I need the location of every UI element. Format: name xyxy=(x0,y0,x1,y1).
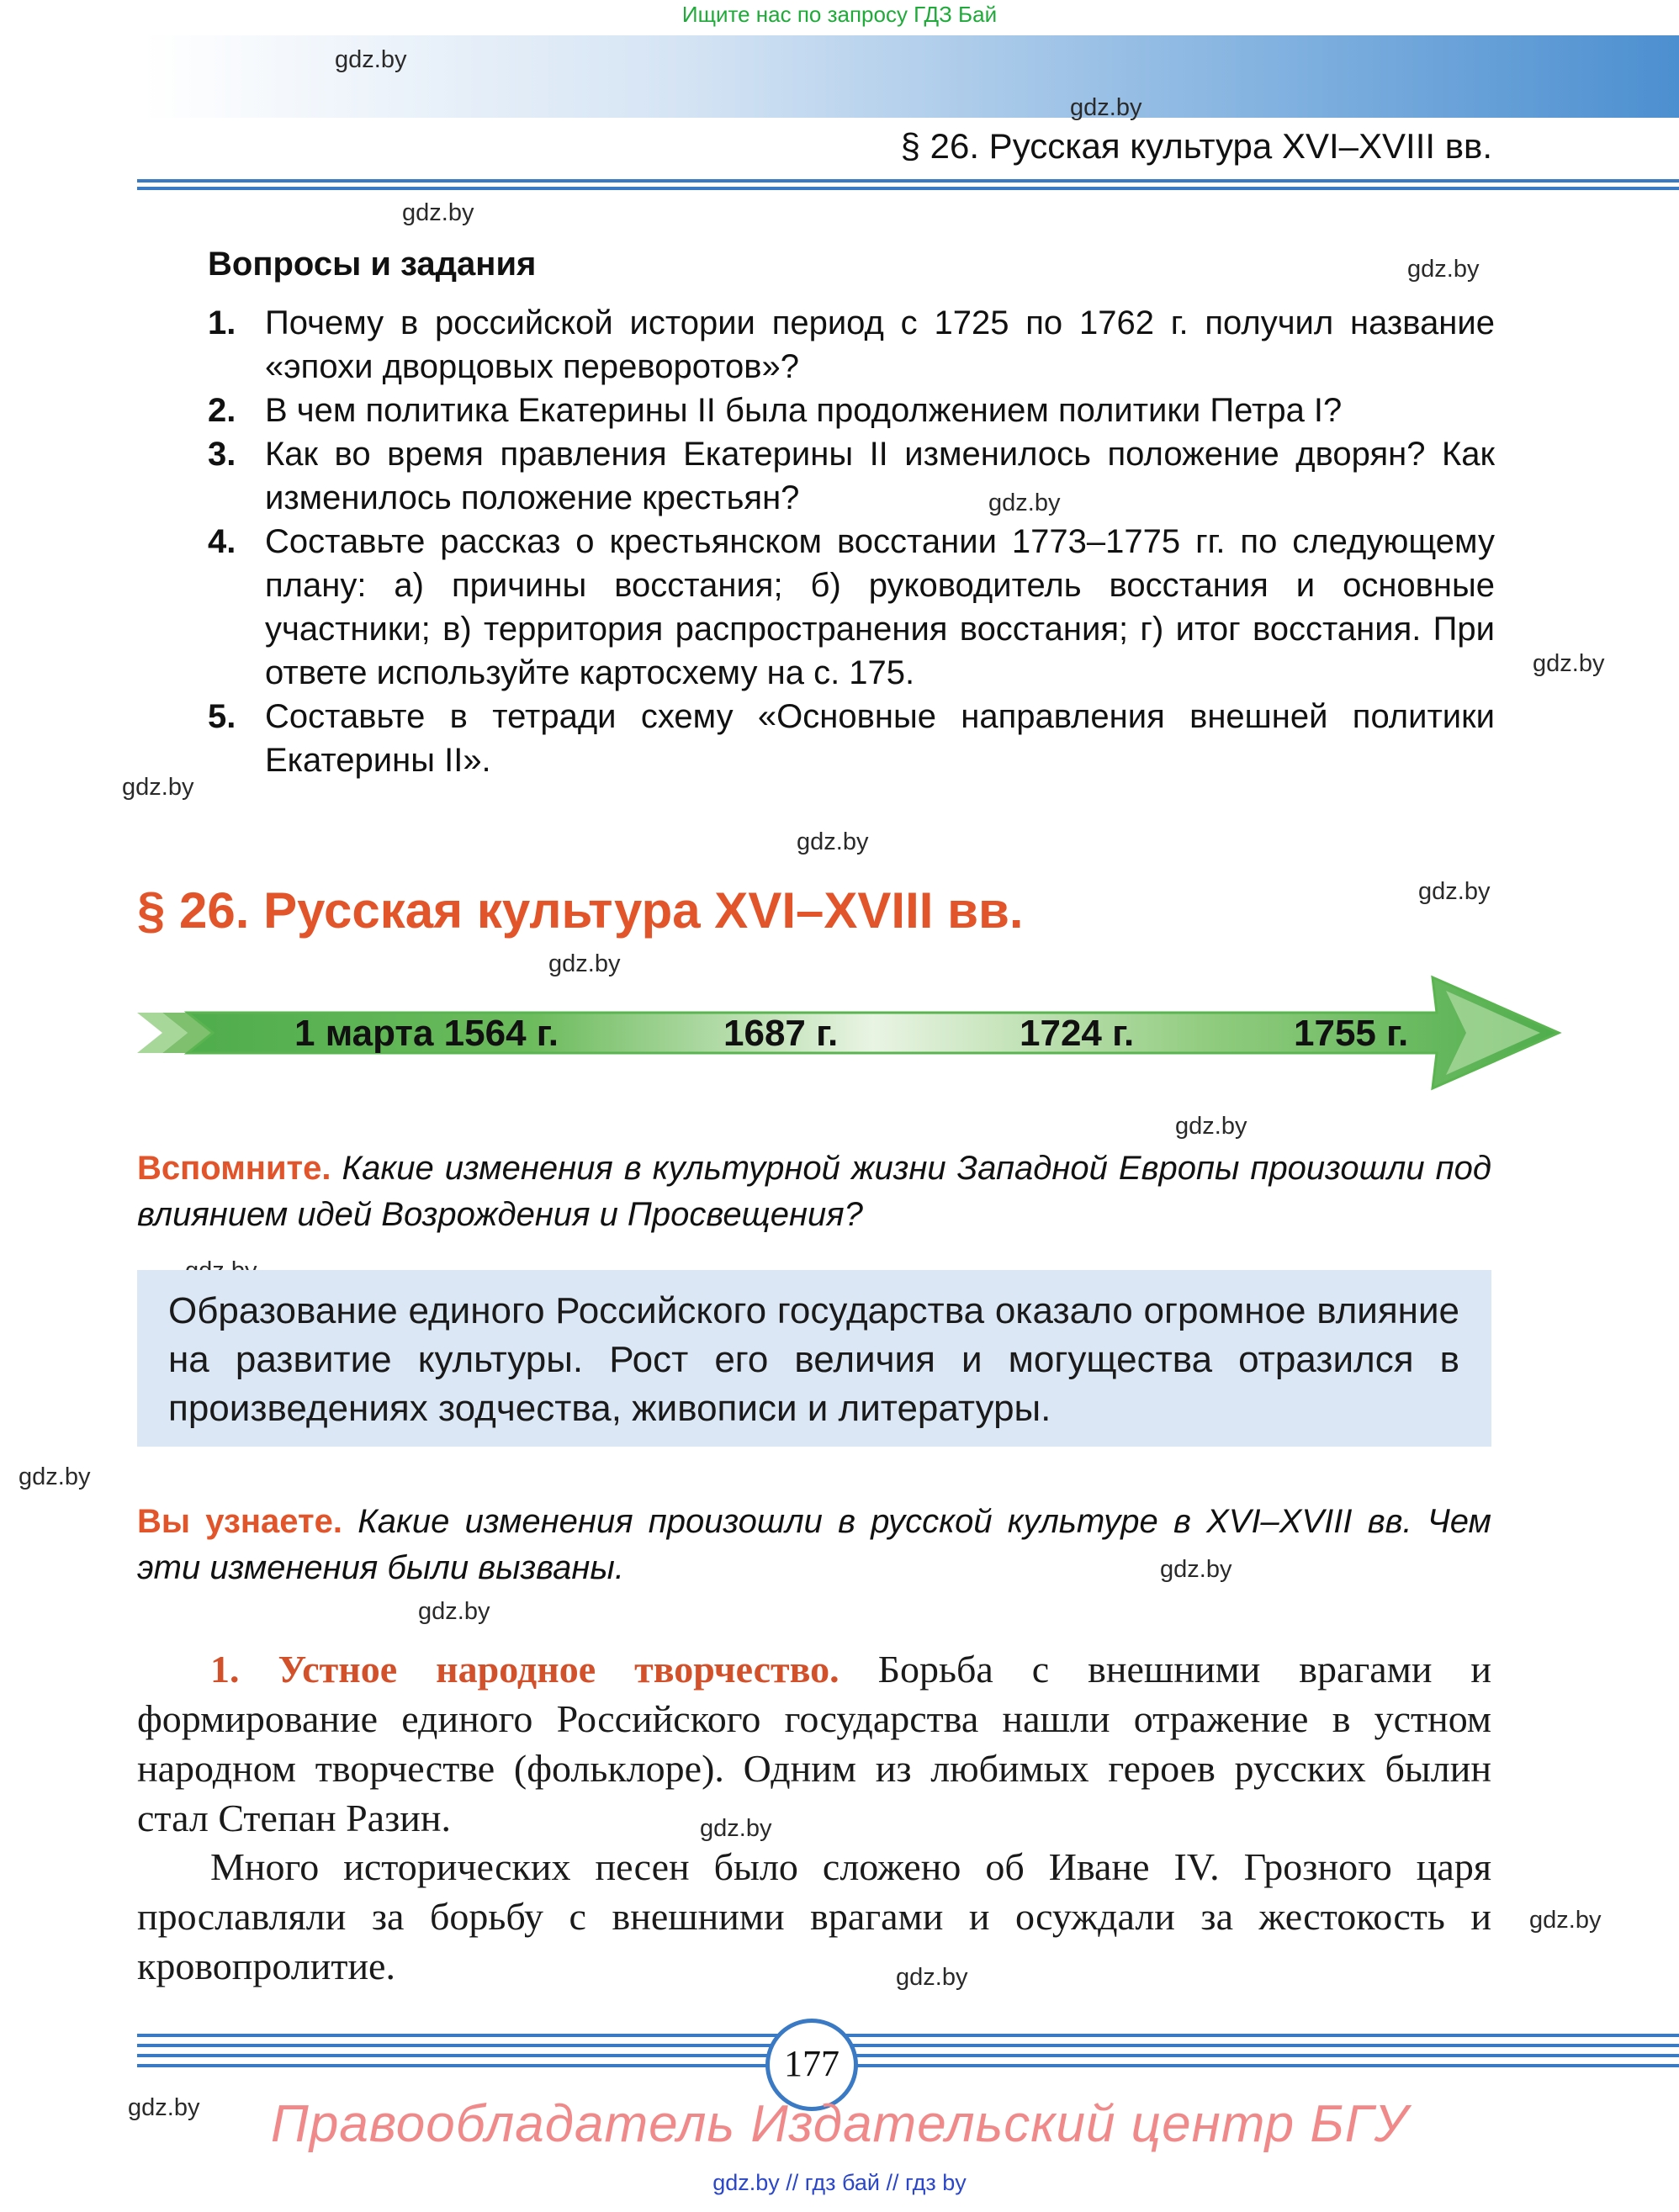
footer-rule xyxy=(137,2054,1679,2057)
watermark: gdz.by xyxy=(1070,94,1142,121)
watermark: gdz.by xyxy=(700,1815,772,1842)
watermark: gdz.by xyxy=(418,1598,490,1625)
running-head: § 26. Русская культура XVI–XVIII вв. xyxy=(900,126,1492,166)
body-paragraph: Много исторических песен было сложено об Иване IV. Грозного царя прославляли за борьбу с внешними врагами и осуждали за жестокость и кровопролитие. xyxy=(137,1845,1491,1987)
learn-label: Вы узнаете. xyxy=(137,1503,342,1540)
watermark: gdz.by xyxy=(1160,1556,1232,1583)
paragraph-heading: 1. Устное народное творчество. xyxy=(210,1648,840,1691)
timeline-date: 1755 г. xyxy=(1294,1013,1409,1054)
question-number: 2. xyxy=(208,392,236,429)
question-item xyxy=(208,432,1495,520)
question-text: В чем политика Екатерины II была продолжением политики Петра I? xyxy=(265,392,1343,429)
footer-links[interactable]: gdz.by // гдз бай // гдз by xyxy=(712,2170,967,2195)
remember-label: Вспомните. xyxy=(137,1150,331,1187)
watermark: gdz.by xyxy=(1533,650,1605,677)
watermark: gdz.by xyxy=(988,489,1061,516)
question-text: Составьте рассказ о крестьянском восстании 1773–1775 гг. по следующему плану: а) причины восстания; б) руководитель восстания и основные участники; в) территория распространения восстания; г) итог восстания. При ответе используйте картосхему на с. 175. xyxy=(265,523,1495,691)
section-title: § 26. Русская культура XVI–XVIII вв. xyxy=(137,882,1024,939)
remember-prompt xyxy=(137,1146,1491,1238)
watermark: gdz.by xyxy=(1175,1113,1247,1140)
watermark: gdz.by xyxy=(19,1463,91,1490)
remember-text: Какие изменения в культурной жизни Западной Европы произошли под влиянием идей Возрождения и Просвещения? xyxy=(137,1150,1491,1233)
watermark: gdz.by xyxy=(797,828,869,855)
question-item xyxy=(208,301,1495,389)
watermark: gdz.by xyxy=(548,950,621,977)
top-search-hint[interactable]: Ищите нас по запросу ГДЗ Бай xyxy=(681,2,998,27)
watermark: gdz.by xyxy=(1407,256,1480,283)
question-number: 5. xyxy=(208,698,236,735)
footer-rule xyxy=(137,2034,1679,2037)
question-number: 4. xyxy=(208,523,236,560)
copyright-notice: Правообладатель Издательский центр БГУ xyxy=(270,2095,1409,2153)
timeline-date: 1724 г. xyxy=(1020,1013,1135,1054)
page-number: 177 xyxy=(784,2043,840,2084)
timeline-date: 1687 г. xyxy=(723,1013,839,1054)
learn-text: Какие изменения произошли в русской культуре в XVI–XVIII вв. Чем эти изменения были вызваны. xyxy=(137,1503,1491,1586)
timeline-date: 1 марта 1564 г. xyxy=(294,1013,559,1054)
header-rule xyxy=(137,187,1679,190)
questions-heading: Вопросы и задания xyxy=(208,246,537,283)
paragraph-text: Борьба с внешними врагами и формирование единого Российского государства нашли отражение в устном народном творчестве (фольклоре). Одним из любимых героев русских былин стал Степан Разин. xyxy=(137,1648,1492,1839)
header-rule xyxy=(137,179,1679,183)
watermark: gdz.by xyxy=(128,2094,200,2121)
question-text: Как во время правления Екатерины II изменилось положение дворян? Как изменилось положение крестьян? xyxy=(265,436,1495,516)
question-item xyxy=(208,389,1495,432)
watermark: gdz.by xyxy=(896,1964,968,1991)
question-number: 3. xyxy=(208,436,236,473)
footer-rule xyxy=(137,2044,1679,2047)
question-item xyxy=(208,520,1495,695)
learn-prompt xyxy=(137,1499,1491,1591)
watermark: gdz.by xyxy=(1529,1907,1602,1934)
question-item xyxy=(208,695,1495,782)
question-text: Составьте в тетради схему «Основные направления внешней политики Екатерины II». xyxy=(265,698,1495,779)
watermark: gdz.by xyxy=(402,199,474,226)
body-paragraph xyxy=(137,1644,1491,1843)
watermark: gdz.by xyxy=(1418,878,1491,905)
footer-rule xyxy=(137,2064,1679,2067)
question-text: Почему в российской истории период с 1725 по 1762 г. получил название «эпохи дворцовых переворотов»? xyxy=(265,304,1495,385)
watermark: gdz.by xyxy=(122,774,194,801)
watermark: gdz.by xyxy=(335,46,407,73)
question-number: 1. xyxy=(208,304,236,341)
intro-text: Образование единого Российского государства оказало огромное влияние на развитие культуры. Рост его величия и могущества отразился в произведениях зодчества, живописи и литературы. xyxy=(168,1290,1459,1429)
